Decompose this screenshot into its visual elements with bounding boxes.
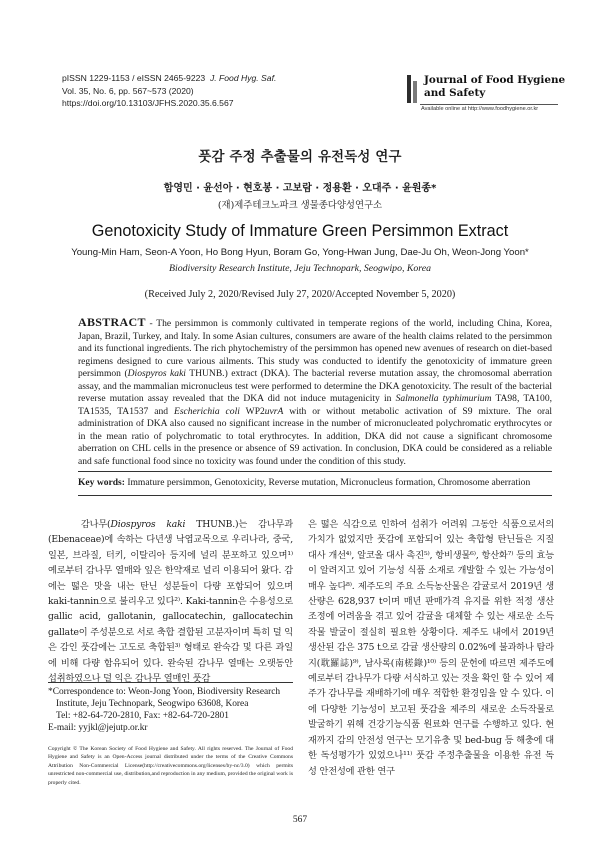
footnote-line3: Tel: +82-64-720-2810, Fax: +82-64-720-2801 (56, 711, 229, 721)
doi-link[interactable]: https://doi.org/10.13103/JFHS.2020.35.6.567 (62, 98, 234, 109)
abstract-species: Diospyros kaki (127, 368, 186, 379)
issn-text: pISSN 1229-1153 / eISSN 2465-9223 (62, 73, 206, 83)
keywords (78, 477, 552, 488)
journal-url[interactable]: Available online at http://www.foodhygiene.or.kr (421, 106, 539, 112)
abstract-text-2: THUNB.) extract (DKA). The bacterial reverse mutation assay, the chromosomal aberration assay, and the mammalian micronucleus test were performed to determine the DKA genotoxicity. The result of the bacterial reverse mutation assay revealed that the DKA did not induce mutagenicity in (78, 368, 553, 404)
journal-logo-icon (407, 75, 419, 103)
footnote-email[interactable]: E-mail: yyjkl@jejutp.or.kr (48, 723, 148, 733)
journal-abbrev: J. Food Hyg. Saf. (209, 73, 277, 83)
correspondence-footnote (48, 686, 293, 734)
authors-korean: 함영민 · 윤선아 · 현호봉 · 고보람 · 정용환 · 오대주 · 윤원종* (163, 183, 437, 194)
abstract-heading: ABSTRACT (78, 315, 146, 329)
abstract (78, 316, 552, 468)
abstract-text-4: WP2 (239, 405, 265, 417)
keywords-top-rule (78, 471, 552, 472)
keywords-text: Immature persimmon, Genotoxicity, Reverse mutation, Micronucleus formation, Chromosome aberration (124, 477, 531, 488)
abstract-text-3: TA98, TA100, TA1535, TA1537 and (78, 393, 552, 417)
title-korean: 풋감 주정 추출물의 유전독성 연구 (198, 150, 402, 165)
keywords-bottom-rule (78, 495, 552, 496)
body-left-text-a: 감나무( (80, 519, 111, 530)
header-divider (420, 104, 558, 105)
journal-name-line2: and Safety (424, 87, 486, 99)
abstract-ecoli: Escherichia coli (174, 405, 240, 417)
abstract-uvra: uvrA (264, 405, 284, 417)
footnote-line2: Institute, Jeju Technopark, Seogwipo 63608, Korea (56, 699, 249, 709)
abstract-text-1: - The persimmon is commonly cultivated in temperate regions of the world, including China, Korea, Japan, Brazil, Turkey, and Italy. In some Asian cultures, consumers are aware of the health claims related to the persimmon and its functional ingredients. The rich phytochemistry of the persimmon has opened new avenues of research on diet-based regimens designed to cure various ailments. This study was conducted to identify the genotoxicity of immature green persimmon ( (78, 318, 552, 379)
footnote-rule (48, 682, 293, 683)
keywords-label: Key words: (78, 477, 125, 488)
received-dates: (Received July 2, 2020/Revised July 27, 2020/Accepted November 5, 2020) (144, 289, 456, 300)
body-left-species: Diospyros kaki (110, 519, 186, 530)
copyright-notice: Copyright © The Korean Society of Food Hygiene and Safety. All rights reserved. The Journal of Food Hygiene and Safety is an Open-Access journal distributed under the terms of the Creative Commons Attribution Non-Commercial License(http://creativecommons.org/licenses/by-nc/3.0) which permits unrestricted non-commercial use, distribution,and reproduction in any medium, provided the original work is properly cited. (48, 746, 293, 786)
issn-line (62, 72, 342, 85)
authors-english: Young-Min Ham, Seon-A Yoon, Ho Bong Hyun, Boram Go, Yong-Hwan Jung, Dae-Ju Oh, Weon-Jong Yoon* (71, 247, 529, 258)
title-english: Genotoxicity Study of Immature Green Persimmon Extract (91, 222, 509, 240)
page-number: 567 (292, 815, 308, 825)
journal-name-line1: Journal of Food Hygiene (424, 74, 566, 86)
affiliation-korean: (재)제주테크노파크 생물종다양성연구소 (217, 200, 383, 211)
abstract-text-5: with or without metabolic activation of S9 mixture. The oral administration of DKA also caused no significant increase in the number of micronucleated polychromatic erythrocytes or in the mean ratio of polychromatic to total erythrocytes. In addition, DKA did not cause a significant chromosome aberration on CHL cells in the presence or absence of S9 activation. In conclusion, DKA could be considered as a reliable and safe functional food since no toxicity was found under the condition of this study. (78, 405, 552, 467)
footnote-line1: *Correspondence to: Weon-Jong Yoon, Biodiversity Research (48, 687, 281, 697)
body-column-right: 은 떫은 식감으로 인하여 섭취가 어려워 그동안 식품으로서의 가치가 없었지만 풋감에 포함되어 있는 축합형 탄닌들은 지질대사 개선⁴⁾, 알코올 대사 촉진⁵⁾, 항비생물⁶⁾, 항산화⁷⁾ 등의 효능이 알려지고 있어 기능성 식품 소재로 개발할 수 있는 가능성이 매우 높다⁸⁾. 제주도의 주요 소득농산물은 감귤로서 2019년 생산량은 628,937 t이며 매년 판매가격 유지를 위한 적정 생산 조정에 어려움을 겪고 있어 감귤을 대체할 수 있는 새로운 소득 작물 발굴이 절실히 필요한 상황이다. 제주도 내에서 2019년 생산된 감은 375 t으로 감귤 생산량의 0.02%에 불과하나 탐라지(耽羅誌)⁹⁾, 남사록(南槎錄)¹⁰⁾ 등의 문헌에 따르면 제주도에 예로부터 감나무가 다량 서식하고 있는 것을 확인 할 수 있어 제주가 감나무를 재배하기에 매우 적합한 환경임을 알 수 있다. 이에 다양한 기능성이 보고된 풋감을 제주의 새로운 소득작물로 발굴하기 위해 건강기능식품 원료화 연구를 수행하고 있다. 현재까지 감의 안전성 연구는 모기유충 및 bed-bug 등 해충에 대한 독성평가가 있었으나¹¹⁾ 풋감 주정추출물을 이용한 유전 독성 안전성에 관한 연구 (308, 519, 554, 777)
citation-header (62, 72, 342, 110)
volume-line: Vol. 35, No. 6, pp. 567~573 (2020) (62, 85, 194, 96)
body-column-left (48, 517, 293, 686)
affiliation-english: Biodiversity Research Institute, Jeju Technopark, Seogwipo, Korea (168, 263, 432, 274)
abstract-salmonella: Salmonella typhimurium (395, 393, 492, 404)
body-left-text-b: THUNB.)는 감나무과(Ebenaceae)에 속하는 다년생 낙엽교목으로 우리나라, 중국, 일본, 브라질, 터키, 이탈리아 등지에 널리 분포하고 있으며¹⁾ 예로부터 감나무 열매와 잎은 한약재로 널리 이용되어 왔다. 감에는 떫은 맛을 내는 탄닌 성분들이 다량 포함되어 있으며 kaki-tannin으로 불리우고 있다²⁾. Kaki-tannin은 수용성으로 gallic acid, gallotanin, gallocatechin, gallocatechin gallate이 주성분으로 서로 축합 결합된 고분자이며 특히 덜 익은 감인 풋감에는 고도로 축합된³⁾ 형태로 완숙감 및 다른 과일에 비해 다량 함유되어 있다. 완숙된 감나무 열매는 오랫동안 섭취하였으나 덜 익은 감나무 열매인 풋감 (48, 519, 293, 685)
journal-name (424, 74, 565, 100)
